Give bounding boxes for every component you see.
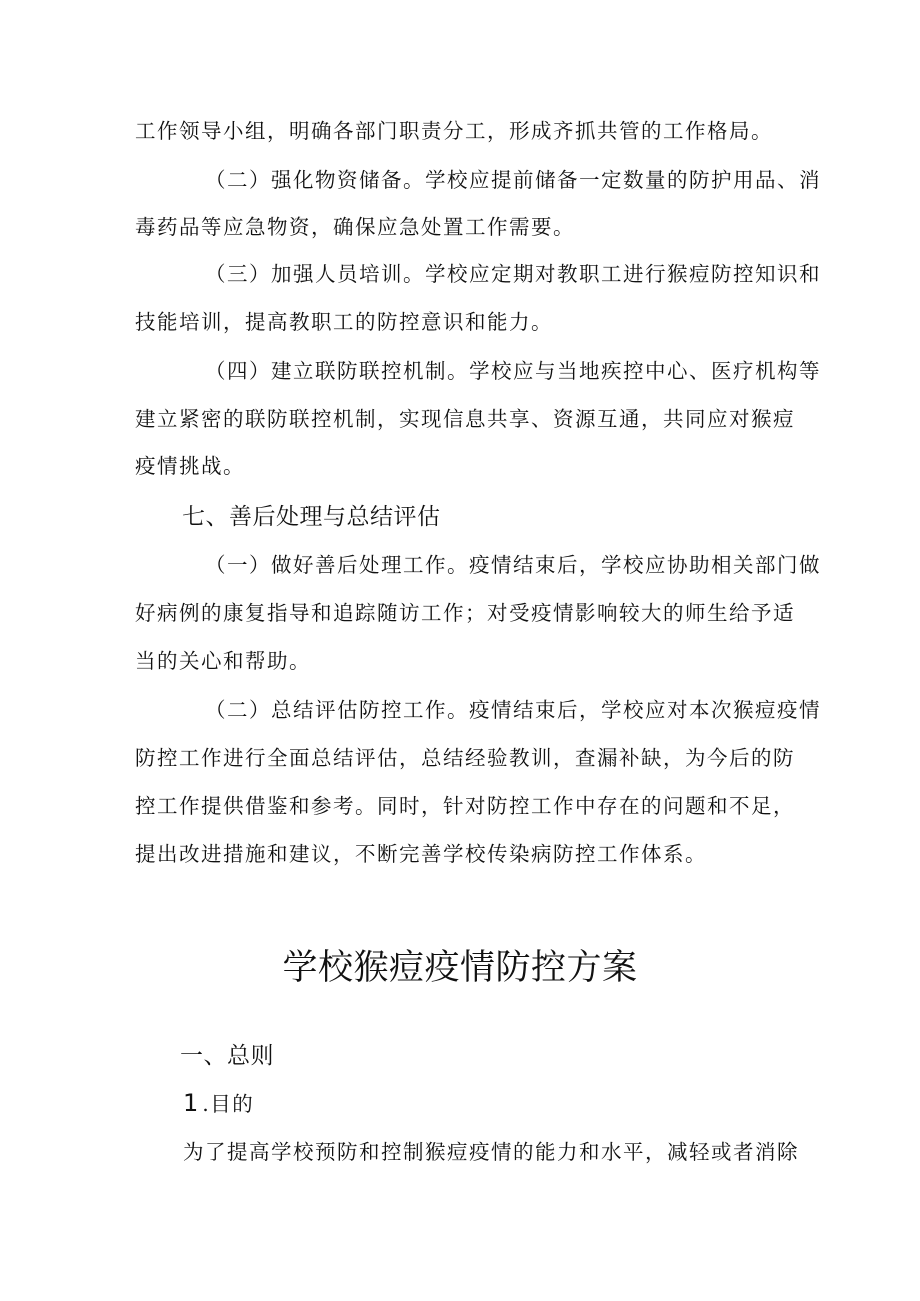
paragraph-line: （二）强化物资储备。学校应提前储备一定数量的防护用品、消 <box>205 168 821 192</box>
paragraph-line: 工作领导小组，明确各部门职责分工，形成齐抓共管的工作格局。 <box>135 119 773 143</box>
paragraph-line: （四）建立联防联控机制。学校应与当地疾控中心、医疗机构等 <box>205 359 821 383</box>
paragraph-line: （一）做好善后处理工作。疫情结束后，学校应协助相关部门做 <box>205 553 821 577</box>
paragraph-line: 好病例的康复指导和追踪随访工作；对受疫情影响较大的师生给予适 <box>135 601 795 625</box>
subsection-label: .目的 <box>202 1092 255 1116</box>
paragraph-line: （二）总结评估防控工作。疫情结束后，学校应对本次猴痘疫情 <box>205 698 821 722</box>
paragraph-line: 为了提高学校预防和控制猴痘疫情的能力和水平，减轻或者消除 <box>183 1140 799 1164</box>
subsection-heading <box>183 1088 254 1119</box>
section-heading: 一、总则 <box>180 1043 274 1069</box>
section-heading: 七、善后处理与总结评估 <box>182 504 441 530</box>
subsection-number: 1 <box>183 1089 199 1117</box>
paragraph-line: （三）加强人员培训。学校应定期对教职工进行猴痘防控知识和 <box>205 262 821 286</box>
paragraph-line: 技能培训，提高教职工的防控意识和能力。 <box>135 310 553 334</box>
paragraph-line: 提出改进措施和建议，不断完善学校传染病防控工作体系。 <box>135 842 707 866</box>
page-title: 学校猴痘疫情防控方案 <box>282 948 638 988</box>
paragraph-line: 毒药品等应急物资，确保应急处置工作需要。 <box>135 215 575 239</box>
paragraph-line: 当的关心和帮助。 <box>135 649 311 673</box>
paragraph-line: 防控工作进行全面总结评估，总结经验教训，查漏补缺，为今后的防 <box>135 746 795 770</box>
paragraph-line: 建立紧密的联防联控机制，实现信息共享、资源互通，共同应对猴痘 <box>135 407 795 431</box>
paragraph-line: 疫情挑战。 <box>135 454 245 478</box>
paragraph-line: 控工作提供借鉴和参考。同时，针对防控工作中存在的问题和不足， <box>135 794 795 818</box>
